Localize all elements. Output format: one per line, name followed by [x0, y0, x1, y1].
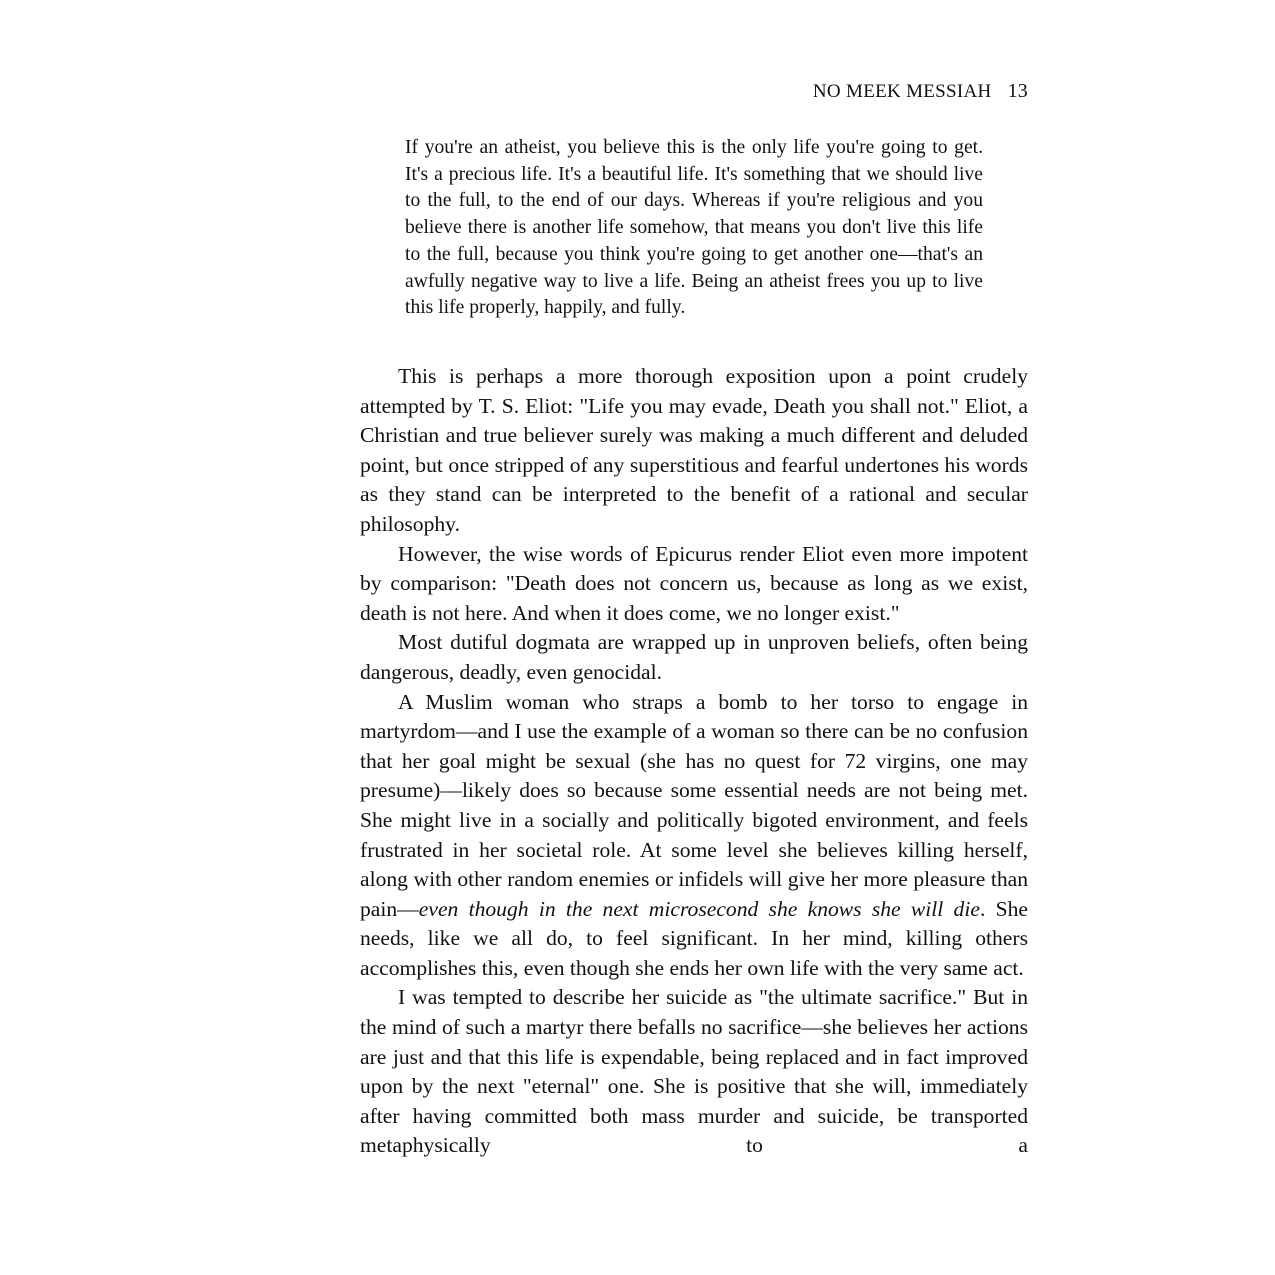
paragraph-sacrifice: I was tempted to describe her suicide as "the ultimate sacrifice." But in the mind of such a martyr there befalls no sacrifice—she believes her actions are just and that this life is expendable, being replaced and in fact improved upon by the next "eternal" one. She is positive that she will, immediately after having committed both mass murder and suicide, be transported metaphysically to a [360, 985, 1028, 1158]
page-number: 13 [1007, 80, 1028, 102]
paragraph-dogmata: Most dutiful dogmata are wrapped up in unproven beliefs, often being dangerous, deadly, even genocidal. [360, 630, 1028, 684]
body-text [360, 362, 1028, 1161]
paragraph-martyrdom-italic: even though in the next microsecond she knows she will die [418, 896, 980, 921]
block-quote: If you're an atheist, you believe this is the only life you're going to get. It's a precious life. It's a beautiful life. It's something that we should live to the full, to the end of our days. Whereas if you're religious and you believe there is another life somehow, that means you don't live this life to the full, because you think you're going to get another one—that's an awfully negative way to live a life. Being an atheist frees you up to live this life properly, happily, and fully. [405, 137, 983, 319]
running-header [360, 78, 1028, 105]
paragraph-eliot: This is perhaps a more thorough exposition upon a point crudely attempted by T. S. Eliot: "Life you may evade, Death you shall not." Eliot, a Christian and true believer surely was making a much different and deluded point, but once stripped of any superstitious and fearful undertones his words as they stand can be interpreted to the benefit of a rational and secular philosophy. [360, 364, 1028, 536]
paragraph-epicurus: However, the wise words of Epicurus render Eliot even more impotent by comparison: "Death does not concern us, because as long as we exist, death is not here. And when it does come, we no longer exist." [360, 541, 1028, 625]
paragraph-martyrdom [360, 688, 1028, 984]
paragraph-martyrdom-text-1: A Muslim woman who straps a bomb to her torso to engage in martyrdom—and I use the example of a woman so there can be no confusion that her goal might be sexual (she has no quest for 72 virgins, one may presume)—likely does so because some essential needs are not being met. She might live in a socially and politically bigoted environment, and feels frustrated in her societal role. At some level she believes killing herself, along with other random enemies or infidels will give her more pleasure than pain— [360, 689, 1028, 921]
paragraph-martyrdom-text-2: . She needs, like we all do, to feel significant. In her mind, killing others accomplishes this, even though she ends her own life with the very same act. [360, 896, 1029, 980]
running-header-title: NO MEEK MESSIAH [812, 81, 992, 102]
